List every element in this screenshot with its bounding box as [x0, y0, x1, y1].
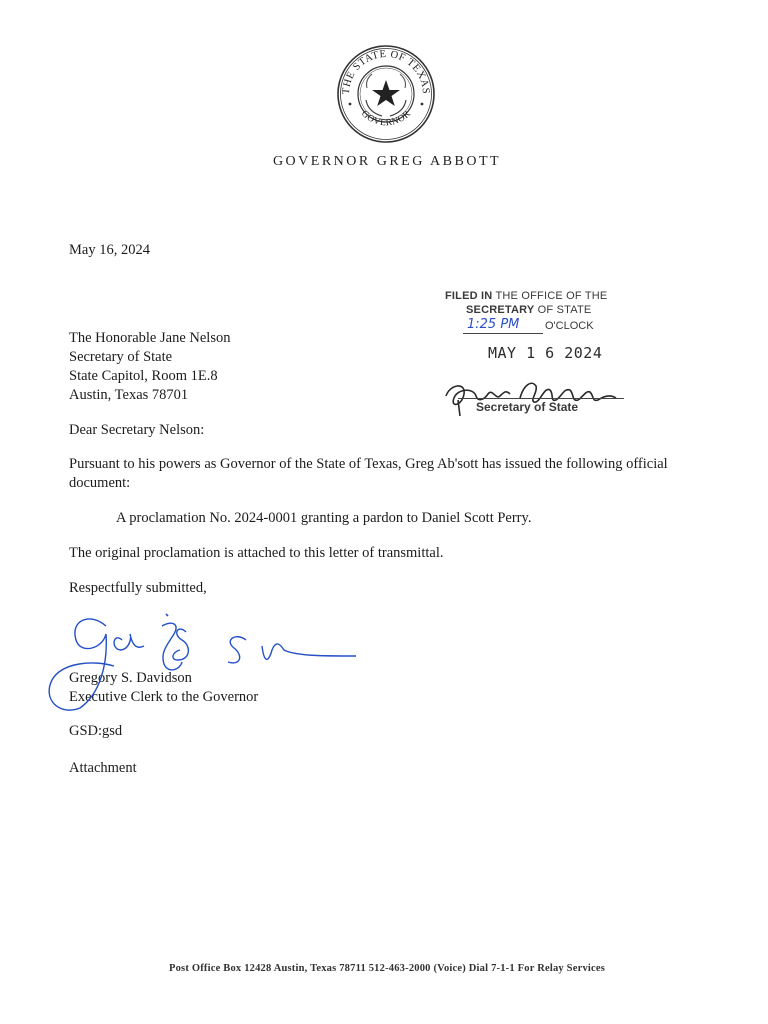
proclamation-line: A proclamation No. 2024-0001 granting a pardon to Daniel Scott Perry.: [116, 510, 532, 526]
letterhead-footer: Post Office Box 12428 Austin, Texas 78711 512-463-2000 (Voice) Dial 7-1-1 For Relay Services: [168, 963, 606, 974]
stamp-of-state: OF STATE: [534, 304, 592, 316]
stamp-signature-line: [458, 398, 624, 399]
governor-seal: [336, 44, 436, 144]
stamp-filed-in: FILED IN: [445, 290, 493, 302]
salutation: Dear Secretary Nelson:: [69, 422, 205, 438]
svg-text:GOVERNOR: GOVERNOR: [358, 108, 414, 129]
stamp-date: MAY 1 6 2024: [488, 344, 603, 362]
stamp-filed-time: 1:25 PM: [467, 317, 520, 332]
recipient-title: Secretary of State: [69, 349, 173, 365]
stamp-line-1: [445, 290, 607, 302]
body-paragraph: Pursuant to his powers as Governor of the State of Texas, Greg Ab'sott has issued the following official document:: [69, 456, 668, 491]
svg-text:THE STATE OF TEXAS: THE STATE OF TEXAS: [340, 48, 432, 95]
typist-initials: GSD:gsd: [69, 723, 123, 739]
stamp-time-underline: [463, 333, 543, 334]
recipient-address-line-1: State Capitol, Room 1E.8: [69, 368, 218, 384]
original-note: The original proclamation is attached to this letter of transmittal.: [69, 545, 444, 561]
clerk-signature: [40, 604, 360, 714]
stamp-office-of: THE OFFICE OF THE: [492, 290, 608, 302]
stamp-secretary: SECRETARY: [466, 304, 535, 316]
office-title: GOVERNOR GREG ABBOTT: [272, 154, 502, 169]
stamp-signature-caption: Secretary of State: [476, 400, 579, 414]
attachment-label: Attachment: [69, 760, 137, 776]
recipient-address: [69, 329, 230, 405]
stamp-line-2: [466, 304, 591, 316]
stamp-oclock: O'CLOCK: [545, 320, 594, 332]
recipient-address-line-2: Austin, Texas 78701: [69, 387, 189, 403]
signer-name: Gregory S. Davidson: [69, 670, 192, 686]
letter-date: May 16, 2024: [69, 242, 150, 258]
recipient-name: The Honorable Jane Nelson: [69, 330, 231, 346]
signer-title: Executive Clerk to the Governor: [69, 689, 259, 705]
closing: Respectfully submitted,: [69, 580, 207, 596]
